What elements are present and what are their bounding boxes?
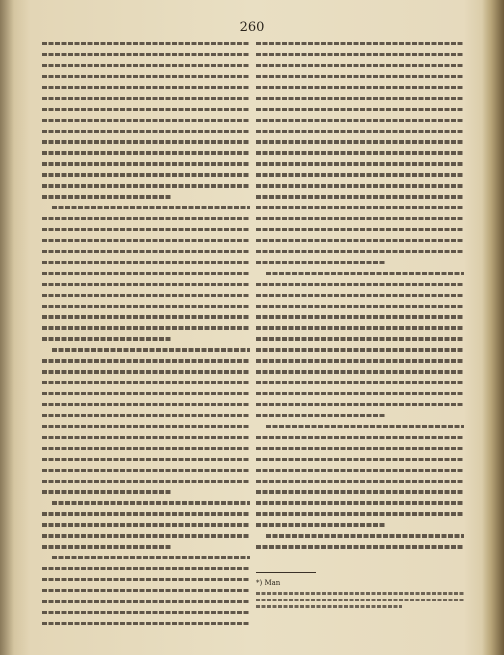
text-line	[256, 337, 464, 340]
text-line	[42, 425, 250, 428]
text-line	[256, 217, 464, 220]
text-line	[42, 578, 250, 581]
text-line	[42, 250, 250, 253]
gutter-shadow	[0, 0, 14, 655]
footnote-line	[256, 605, 402, 608]
text-line	[256, 173, 464, 176]
text-line	[256, 195, 464, 198]
text-line	[256, 403, 464, 406]
text-line	[42, 283, 250, 286]
text-line	[42, 403, 250, 406]
text-line	[266, 534, 464, 537]
text-line	[52, 206, 250, 209]
text-line	[256, 119, 464, 122]
text-line	[256, 326, 464, 329]
text-line	[42, 534, 250, 537]
text-line	[256, 206, 464, 209]
text-line	[42, 261, 250, 264]
text-line	[42, 151, 250, 154]
text-line	[52, 501, 250, 504]
text-line	[256, 315, 464, 318]
footnote-line	[256, 592, 464, 595]
text-line	[256, 97, 464, 100]
text-line	[42, 217, 250, 220]
footnote-rule	[256, 572, 316, 573]
text-line	[42, 589, 250, 592]
text-line	[42, 86, 250, 89]
text-line	[42, 195, 171, 198]
text-line	[256, 64, 464, 67]
text-line	[256, 162, 464, 165]
text-line	[256, 130, 464, 133]
text-line	[42, 140, 250, 143]
text-line	[42, 108, 250, 111]
text-line	[42, 228, 250, 231]
text-line	[42, 184, 250, 187]
text-column-right	[256, 42, 464, 562]
text-line	[42, 600, 250, 603]
text-line	[256, 512, 464, 515]
text-line	[42, 381, 250, 384]
text-line	[42, 490, 171, 493]
text-line	[42, 173, 250, 176]
text-line	[256, 458, 464, 461]
footnote-opening: *) Man	[256, 579, 281, 587]
text-line	[266, 272, 464, 275]
text-line	[256, 480, 464, 483]
text-line	[256, 239, 464, 242]
footnote	[256, 578, 464, 612]
text-line	[256, 42, 464, 45]
text-line	[256, 447, 464, 450]
text-line	[42, 162, 250, 165]
text-line	[256, 414, 385, 417]
text-line	[42, 119, 250, 122]
text-line	[42, 436, 250, 439]
text-line	[256, 261, 385, 264]
text-line	[42, 469, 250, 472]
page-number: 260	[239, 20, 265, 35]
text-line	[42, 294, 250, 297]
text-line	[256, 359, 464, 362]
text-column-left	[42, 42, 250, 634]
text-line	[256, 469, 464, 472]
text-line	[42, 392, 250, 395]
text-line	[52, 348, 250, 351]
text-line	[256, 151, 464, 154]
text-line	[42, 305, 250, 308]
text-line	[42, 130, 250, 133]
text-line	[42, 53, 250, 56]
footnote-line	[256, 599, 464, 602]
text-line	[256, 250, 464, 253]
text-line	[256, 228, 464, 231]
text-line	[52, 556, 250, 559]
text-line	[42, 326, 250, 329]
text-line	[256, 381, 464, 384]
text-line	[256, 305, 464, 308]
text-line	[256, 294, 464, 297]
text-line	[256, 545, 464, 548]
text-line	[256, 490, 464, 493]
text-line	[256, 108, 464, 111]
text-line	[42, 239, 250, 242]
text-line	[42, 42, 250, 45]
text-line	[256, 140, 464, 143]
text-line	[256, 283, 464, 286]
text-line	[42, 370, 250, 373]
text-line	[42, 414, 250, 417]
text-line	[42, 75, 250, 78]
text-line	[42, 359, 250, 362]
text-line	[42, 458, 250, 461]
text-line	[42, 512, 250, 515]
text-line	[256, 436, 464, 439]
text-line	[42, 622, 250, 625]
text-line	[256, 53, 464, 56]
text-line	[256, 370, 464, 373]
text-line	[266, 425, 464, 428]
text-line	[256, 86, 464, 89]
text-line	[256, 75, 464, 78]
text-line	[42, 272, 250, 275]
text-line	[256, 348, 464, 351]
text-line	[42, 523, 250, 526]
text-line	[42, 97, 250, 100]
text-line	[42, 315, 250, 318]
text-line	[42, 567, 250, 570]
text-line	[256, 501, 464, 504]
text-line	[42, 611, 250, 614]
text-line	[42, 545, 171, 548]
text-line	[256, 523, 385, 526]
text-line	[42, 447, 250, 450]
text-line	[42, 64, 250, 67]
page-edge	[482, 0, 504, 655]
text-line	[42, 480, 250, 483]
text-line	[256, 184, 464, 187]
text-line	[42, 337, 171, 340]
text-line	[256, 392, 464, 395]
